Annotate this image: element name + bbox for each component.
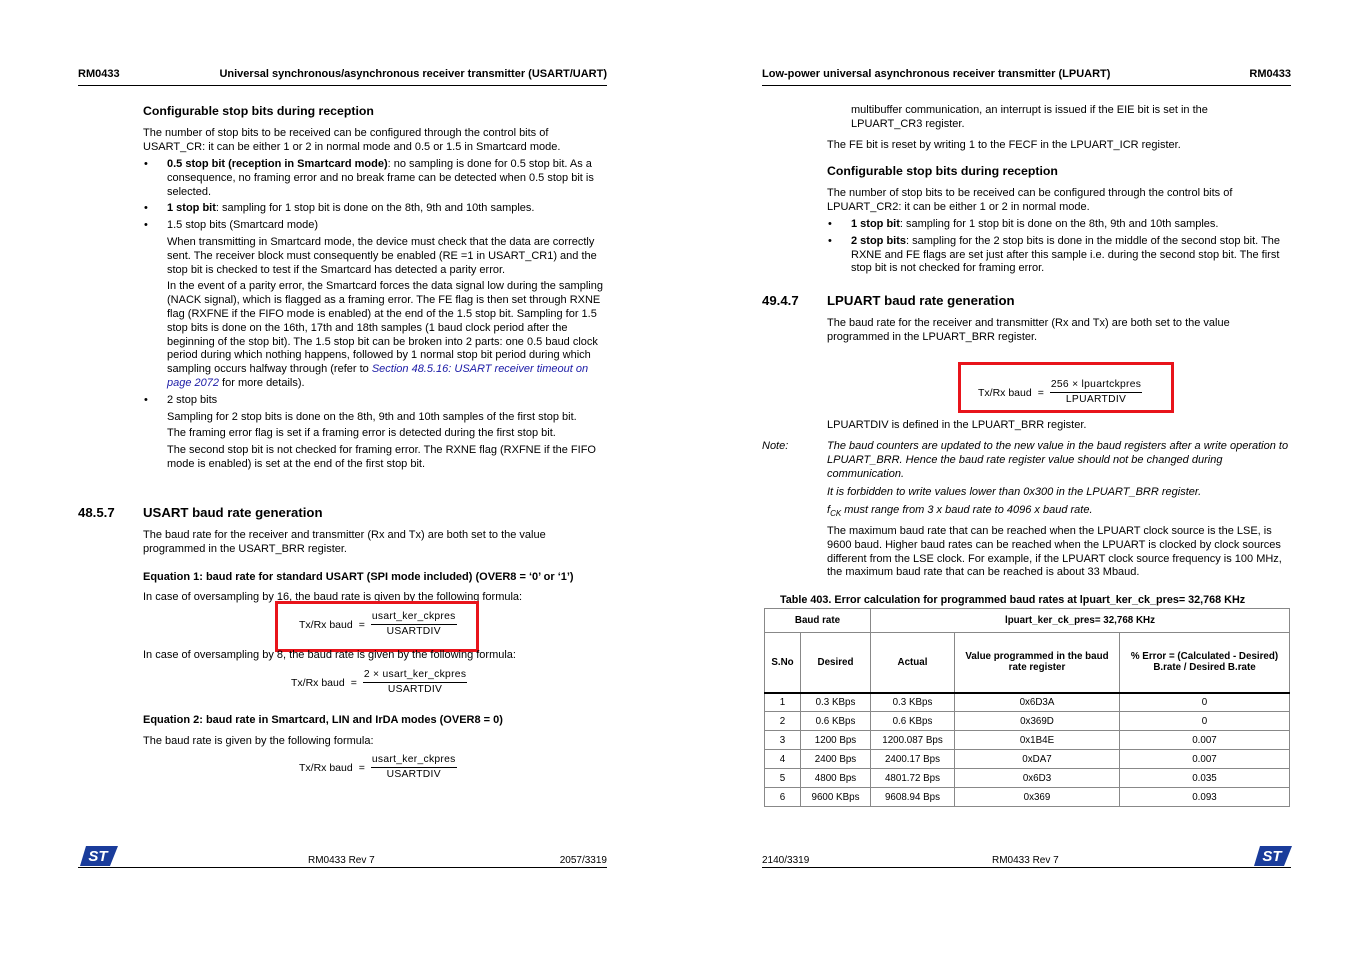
section-link[interactable]: Section 48.5.16: USART receiver timeout on page 2072 xyxy=(167,363,589,389)
st-logo-icon xyxy=(80,846,118,866)
footer-page-number: 2057/3319 xyxy=(559,855,607,866)
baud-intro: The baud rate for the receiver and transmitter (Rx and Tx) are both set to the value programmed in the LPUART_BRR register. xyxy=(827,317,1230,343)
footer-revision: RM0433 Rev 7 xyxy=(992,855,1059,866)
max-baud-text: The maximum baud rate that can be reached when the LPUART clock source is the LSE, is 9600 baud. Higher baud rates can be reached when the LPUART is clocked by clock sources different from the LSE clock. For example, if the LPUART clock source frequency is 100 MHz, the maximum baud rate that can be reached is about 33 Mbaud. xyxy=(827,525,1282,579)
equation2-text: The baud rate is given by the following formula: xyxy=(143,735,374,747)
right-page xyxy=(684,0,1368,968)
stop-bits-heading: Configurable stop bits during reception xyxy=(827,164,1058,178)
table-group-header: lpuart_ker_ck_pres= 32,768 KHz xyxy=(871,609,1290,633)
table-row: 6 9600 KBps 9608.94 Bps 0x369 0.093 xyxy=(765,788,1290,807)
lpuartdiv-text: LPUARTDIV is defined in the LPUART_BRR register. xyxy=(827,419,1087,431)
fe-reset-text: The FE bit is reset by writing 1 to the FECF in the LPUART_ICR register. xyxy=(827,139,1181,151)
list-item: • 0.5 stop bit (reception in Smartcard mode): no sampling is done for 0.5 stop bit. As a consequence, no framing error and no break frame can be detected when 0.5 stop bit is selected. xyxy=(143,158,607,199)
table-row: 5 4800 Bps 4801.72 Bps 0x6D3 0.035 xyxy=(765,769,1290,788)
list-item: • 2 stop bits Sampling for 2 stop bits is done on the 8th, 9th and 10th samples of the first stop bit. The framing error flag is set if a framing error is detected during the first stop bit. The second stop bit is not checked for framing error. The RXNE flag (RXFNE if the FIFO mode is enabled) is set at the end of the first stop bit. xyxy=(143,394,607,472)
stop-bits-intro: The number of stop bits to be received can be configured through the control bits of LPUART_CR2: it can be either 1 or 2 in normal mode. xyxy=(827,187,1233,213)
stop-bits-list xyxy=(143,158,607,475)
st-logo-icon xyxy=(1254,846,1292,866)
error-table xyxy=(764,608,1290,807)
header-rule xyxy=(78,85,607,86)
highlight-box xyxy=(275,601,479,652)
header-title: Low-power universal asynchronous receiver transmitter (LPUART) xyxy=(762,68,1111,80)
table-column-header: Actual xyxy=(871,633,955,693)
note-text-2: It is forbidden to write values lower than 0x300 in the LPUART_BRR register. xyxy=(827,486,1202,498)
stop-bits-heading: Configurable stop bits during reception xyxy=(143,104,374,118)
table-row: 1 0.3 KBps 0.3 KBps 0x6D3A 0 xyxy=(765,693,1290,712)
stop-bits-intro: The number of stop bits to be received can be configured through the control bits of USART_CR: it can be either 1 or 2 in normal mode and 0.5 or 1.5 in Smartcard mode. xyxy=(143,127,561,153)
equation2-heading: Equation 2: baud rate in Smartcard, LIN and IrDA modes (OVER8 = 0) xyxy=(143,714,503,726)
table-group-header: Baud rate xyxy=(765,609,871,633)
header-doc-id: RM0433 xyxy=(1249,68,1291,80)
list-item: • 1.5 stop bits (Smartcard mode) When transmitting in Smartcard mode, the device must check that the data are correctly sent. The receiver block must consequently be enabled (RE =1 in USART_CR1) and the stop bit is checked to test if the Smartcard has detected a parity error. In the event of a parity error, the Smartcard forces the data signal low during the sampling (NACK signal), which is flagged as a framing error. The FE flag is then set through RXNE flag (RXFNE if the FIFO mode is enabled) at the end of the 1.5 stop bit. Sampling for 1.5 stop bits is done on the 16th, 17th and 18th samples (1 baud clock period after the beginning of the stop bit). The 1.5 stop bit can be broken into 2 parts: one 0.5 baud clock period during which nothing happens, followed by 1 normal stop bit period during which sampling occurs halfway through (refer to Section 48.5.16: USART receiver timeout on page 2072 for more details). xyxy=(143,219,607,391)
equation1-heading: Equation 1: baud rate for standard USART (SPI mode included) (OVER8 = ‘0’ or ‘1’) xyxy=(143,571,574,583)
footer-revision: RM0433 Rev 7 xyxy=(308,855,375,866)
table-column-header: Desired xyxy=(801,633,871,693)
equation1-text-8: In case of oversampling by 8, the baud rate is given by the following formula: xyxy=(143,649,516,661)
note-label: Note: xyxy=(762,440,789,452)
equation1-text-16: In case of oversampling by 16, the baud rate is given by the following formula: xyxy=(143,591,523,603)
section-number: 49.4.7 xyxy=(762,293,799,308)
table-caption: Table 403. Error calculation for programmed baud rates at lpuart_ker_ck_pres= 32,768 KHz xyxy=(780,594,1246,606)
table-column-header: S.No xyxy=(765,633,801,693)
list-item: • 2 stop bits: sampling for the 2 stop bits is done in the middle of the second stop bit. The RXNE and FE flags are set just after this sample i.e. during the second stop bit. The first stop bit is not checked for framing error. xyxy=(827,235,1291,276)
table-row: 2 0.6 KBps 0.6 KBps 0x369D 0 xyxy=(765,712,1290,731)
header-title: Universal synchronous/asynchronous receiver transmitter (USART/UART) xyxy=(219,68,607,80)
svg-text:ST: ST xyxy=(88,848,108,865)
table-row: 4 2400 Bps 2400.17 Bps 0xDA7 0.007 xyxy=(765,750,1290,769)
list-item: • 1 stop bit: sampling for 1 stop bit is done on the 8th, 9th and 10th samples. xyxy=(827,218,1291,232)
table-column-header: % Error = (Calculated - Desired) B.rate / Desired B.rate xyxy=(1120,633,1290,693)
continued-text: multibuffer communication, an interrupt is issued if the EIE bit is set in the LPUART_CR3 register. xyxy=(851,104,1208,130)
stop-bits-list xyxy=(827,218,1291,279)
section-title: LPUART baud rate generation xyxy=(827,293,1015,308)
baud-intro: The baud rate for the receiver and transmitter (Rx and Tx) are both set to the value programmed in the USART_BRR register. xyxy=(143,529,546,555)
formula-smartcard: Tx/Rx baud = $\frac{\text{usart\_ker\_ckpres}}{\text{USARTDIV}}$ xyxy=(299,754,456,780)
formula-oversampling-8: Tx/Rx baud = $\frac{\text{2 × usart\_ker\_ckpres}}{\text{USARTDIV}}$ xyxy=(291,669,467,695)
footer-page-number: 2140/3319 xyxy=(762,855,810,866)
highlight-box xyxy=(958,362,1174,413)
table-row: 3 1200 Bps 1200.087 Bps 0x1B4E 0.007 xyxy=(765,731,1290,750)
section-title: USART baud rate generation xyxy=(143,505,323,520)
note-text-3: $f_{CK}$ must range from 3 x baud rate to 4096 x baud rate. xyxy=(827,504,1093,519)
formula-lpuart: Tx/Rx baud = $\frac{\text{256 × lpuartckpres}}{\text{LPUARTDIV}}$ xyxy=(978,379,1142,405)
note-text-1: The baud counters are updated to the new value in the baud registers after a write operation to LPUART_BRR. Hence the baud rate register value should not be changed during communication. xyxy=(827,440,1289,480)
formula-oversampling-16: Tx/Rx baud = $\frac{\text{usart\_ker\_ckpres}}{\text{USARTDIV}}$ xyxy=(299,611,456,637)
list-item: • 1 stop bit: sampling for 1 stop bit is done on the 8th, 9th and 10th samples. xyxy=(143,202,607,216)
header-rule xyxy=(762,85,1291,86)
section-number: 48.5.7 xyxy=(78,505,115,520)
footer-rule xyxy=(762,867,1291,868)
svg-text:ST: ST xyxy=(1262,848,1282,865)
table-column-header: Value programmed in the baud rate register xyxy=(955,633,1120,693)
header-doc-id: RM0433 xyxy=(78,68,120,80)
footer-rule xyxy=(78,867,607,868)
